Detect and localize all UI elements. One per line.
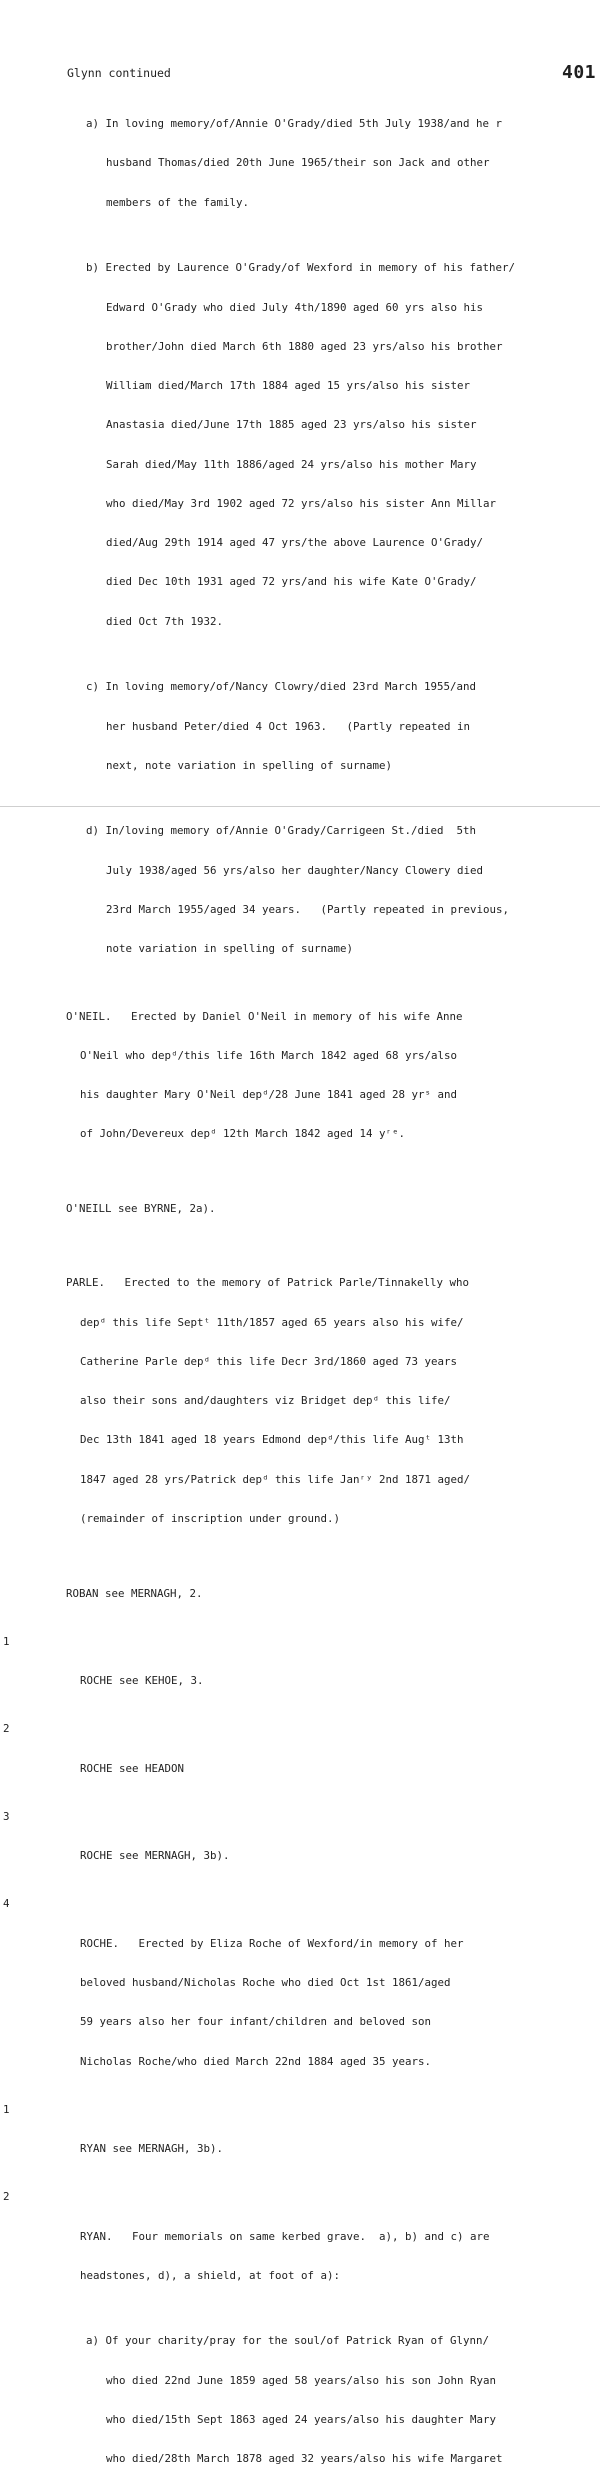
entry-glynn-d: d) In/loving memory of/Annie O'Grady/Carrigeen St./died 5th July 1938/aged 56 yrs/also her daughter/Nancy Clowery died 23rd March 1955/aged 34 years. (Partly repeated in previous, note variation in spelling of surname)	[86, 824, 510, 956]
entry-number: 2	[3, 2190, 10, 2204]
entry-parle: PARLE. Erected to the memory of Patrick Parle/Tinnakelly who depᵈ this life Septᵗ 11th/1857 aged 65 years also his wife/ Catherine Parle depᵈ this life Decr 3rd/1860 aged 73 years also their sons and/daughters viz Bridget depᵈ this life/ Dec 13th 1841 aged 18 years Edmond depᵈ/this life Augᵗ 13th 1847 aged 28 yrs/Patrick depᵈ this life Janʳʸ 2nd 1871 aged/ (remainder of inscription under ground.)	[66, 1276, 471, 1526]
entry-number: 2	[3, 1722, 10, 1736]
document-body	[0, 91, 600, 2492]
page-number: 401	[561, 62, 596, 83]
entry-ryan-2: 2 RYAN. Four memorials on same kerbed grave. a), b) and c) are headstones, d), a shield, at foot of a):	[3, 2190, 490, 2282]
entry-number: 4	[3, 1897, 10, 1911]
entry-roche-2: 2 ROCHE see HEADON	[3, 1722, 185, 1775]
entry-oneill: O'NEILL see BYRNE, 2a).	[66, 1201, 216, 1215]
section-heading: Glynn continued	[67, 66, 171, 80]
entry-number: 3	[3, 1809, 10, 1823]
entry-number: 1	[3, 2102, 10, 2116]
entry-ryan-2-a: a) Of your charity/pray for the soul/of Patrick Ryan of Glynn/ who died 22nd June 1859 aged 58 years/also his son John Ryan who died/15th Sept 1863 aged 24 years/also his daughter Mary who died/28th March 1878 aged 32 years/also his wife Margaret	[86, 2334, 503, 2466]
entry-number: 1	[3, 1634, 10, 1648]
entry-roche-3: 3 ROCHE see MERNAGH, 3b).	[3, 1809, 230, 1863]
entry-roche-4: 4 ROCHE. Erected by Eliza Roche of Wexford/in memory of her beloved husband/Nicholas Roche who died Oct 1st 1861/aged 59 years also her four infant/children and beloved son Nicholas Roche/who died March 22nd 1884 aged 35 years.	[3, 1897, 464, 2068]
entry-glynn-c: c) In loving memory/of/Nancy Clowry/died 23rd March 1955/and her husband Peter/died 4 Oct 1963. (Partly repeated in next, note variation in spelling of surname)	[86, 680, 477, 772]
entry-glynn-b: b) Erected by Laurence O'Grady/of Wexford in memory of his father/ Edward O'Grady who died July 4th/1890 aged 60 yrs also his brother/John died March 6th 1880 aged 23 yrs/also his brother William died/March 17th 1884 aged 15 yrs/also his sister Anastasia died/June 17th 1885 aged 23 yrs/also his sister Sarah died/May 11th 1886/aged 24 yrs/also his mother Mary who died/May 3rd 1902 aged 72 yrs/also his sister Ann Millar died/Aug 29th 1914 aged 47 yrs/the above Laurence O'Grady/ died Dec 10th 1931 aged 72 yrs/and his wife Kate O'Grady/ died Oct 7th 1932.	[86, 261, 516, 628]
entry-ryan-1: 1 RYAN see MERNAGH, 3b).	[3, 2102, 224, 2156]
page-bottom-edge	[0, 806, 600, 807]
entry-oneil: O'NEIL. Erected by Daniel O'Neil in memory of his wife Anne O'Neil who depᵈ/this life 16th March 1842 aged 68 yrs/also his daughter Mary O'Neil depᵈ/28 June 1841 aged 28 yrˢ and of John/Devereux depᵈ 12th March 1842 aged 14 yʳᵉ.	[66, 1009, 463, 1141]
entry-roban: ROBAN see MERNAGH, 2.	[66, 1586, 203, 1600]
entry-roche-1: 1 ROCHE see KEHOE, 3.	[3, 1634, 204, 1688]
entry-glynn-a: a) In loving memory/of/Annie O'Grady/died 5th July 1938/and he r husband Thomas/died 20th June 1965/their son Jack and other members of the family.	[86, 117, 503, 209]
